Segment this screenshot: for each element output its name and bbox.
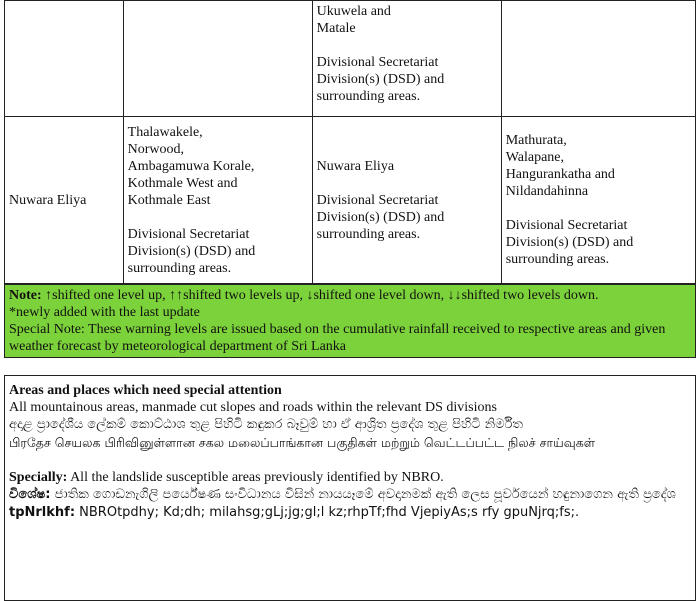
specially-text: All the landslide susceptible areas previously identified by NBRO.: [67, 470, 444, 485]
warning-table: [4, 0, 696, 284]
cell-line: Hangurankatha and: [505, 167, 615, 182]
cell-line: Mathurata,: [505, 133, 567, 148]
cell-line: surrounding areas.: [316, 89, 421, 104]
special-note: Special Note: These warning levels are issued based on the cumulative rainfall received to respective areas and given weather forecast by meteorological department of Sri Lanka: [9, 322, 666, 354]
level-cell: [312, 1, 501, 117]
cell-line: Division(s) (DSD) and: [505, 235, 634, 250]
district-cell: Nuwara Eliya: [5, 117, 124, 284]
special-attention-box: [4, 375, 696, 601]
level-cell: [123, 117, 312, 284]
level-cell: [501, 1, 695, 117]
cell-line: Thalawakele,: [127, 124, 203, 140]
attention-heading: Areas and places which need special attention: [9, 383, 282, 398]
attention-tamil: பிரதேச செயலக பிரிவினுள்ளான சகல மலைப்பாங்கான பகுதிகள் மற்றும் வெட்டப்பட்ட நிலச் சாய்வுகள்: [9, 435, 595, 450]
cell-line: Division(s) (DSD) and: [127, 243, 256, 259]
table-row: [5, 117, 696, 284]
cell-line: [128, 209, 308, 226]
cell-line: Walapane,: [505, 150, 565, 165]
cell-line: Divisional Secretariat: [127, 226, 250, 242]
specially-label: Specially:: [9, 470, 68, 485]
level-cell: [501, 117, 695, 284]
cell-line: surrounding areas.: [505, 252, 610, 267]
cell-line: Division(s) (DSD) and: [316, 209, 445, 225]
cell-line: Nildandahinna: [505, 184, 589, 199]
cell-line: Divisional Secretariat: [505, 218, 628, 233]
note-legend: ↑shifted one level up, ↑↑shifted two levels up, ↓shifted one level down, ↓↓shifted two levels down.: [41, 288, 599, 303]
attention-english: All mountainous areas, manmade cut slopes and roads within the relevant DS divisions: [9, 400, 497, 415]
sinhala-special-text: ජාතික ගොඩනැගිලි පර්යේෂණ සංවිධානය විසින් නායයෑමේ අවදානමක් ඇති ලෙස පූර්වයෙන් හඳුනාගෙන ඇති ප්‍රදේශ: [50, 487, 676, 502]
cell-line: Kothmale East: [127, 192, 211, 208]
attention-sinhala: අදාළ ප්‍රාදේශීය ලේකම් කොට්ඨාශ තුළ පිහිටි කඳුකර බෑවුම් හා ඒ ආශ්‍රිත ප්‍රදේශ තුළ පිහිටි නිර්මිත: [9, 417, 523, 432]
cell-line: Ambagamuwa Korale,: [127, 158, 255, 174]
table-row: [5, 1, 696, 117]
cell-line: surrounding areas.: [127, 260, 232, 276]
newly-added-note: *newly added with the last update: [9, 305, 200, 320]
cell-line: Kothmale West and: [127, 175, 238, 191]
cell-line: [506, 200, 691, 217]
cell-line: Divisional Secretariat: [316, 192, 439, 208]
level-cell: [312, 117, 501, 284]
tamil-special-text: NBROtpdhy; Kd;dh; milahsg;gLj;jg;gl;l kz;rhpTf;fhd VjepiyAs;s rfy gpuNjrq;fs;.: [75, 505, 580, 520]
sinhala-special-label: විශේෂ:: [9, 487, 51, 502]
cell-line: Nuwara Eliya: [316, 158, 395, 174]
cell-line: Division(s) (DSD) and: [316, 72, 445, 87]
note-label: Note:: [9, 288, 42, 303]
district-cell: [5, 1, 124, 117]
cell-line: Ukuwela and: [316, 4, 391, 19]
cell-line: [317, 37, 497, 54]
warning-table-region: [4, 0, 696, 358]
note-box: [4, 284, 696, 358]
cell-line: Norwood,: [127, 141, 185, 157]
level-cell: [123, 1, 312, 117]
cell-line: surrounding areas.: [316, 226, 421, 242]
cell-line: Matale: [316, 21, 356, 36]
tamil-special-label: tpNrlkhf:: [9, 505, 76, 520]
cell-line: Divisional Secretariat: [316, 55, 439, 70]
cell-line: [317, 175, 497, 192]
